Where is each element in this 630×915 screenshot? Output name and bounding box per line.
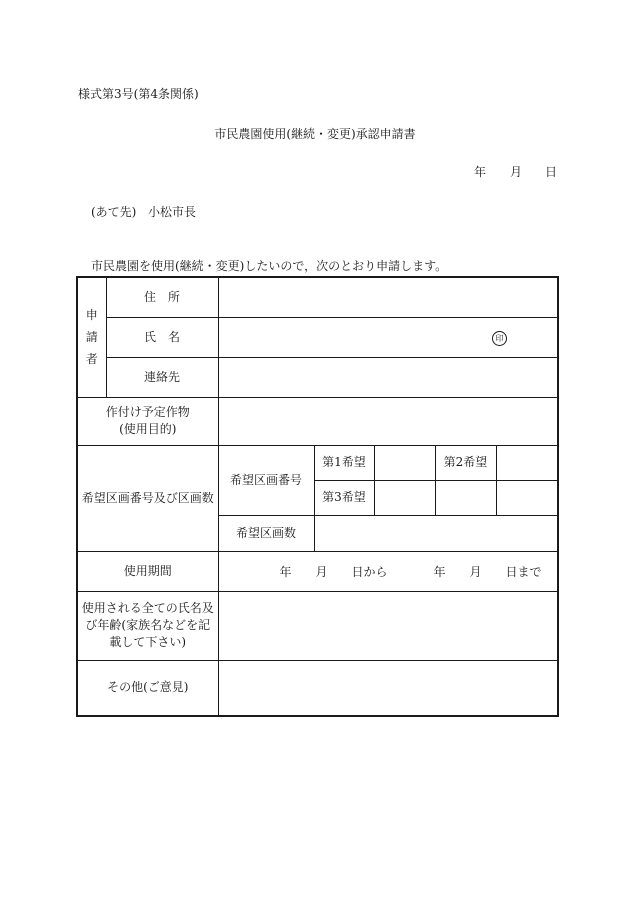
contact-field[interactable] [218, 357, 558, 397]
choice3-field[interactable] [374, 480, 435, 515]
period-from-day: 日から [351, 564, 388, 579]
members-label-line1: 使用される全ての氏名及 [81, 601, 214, 615]
choice4-field-a[interactable] [435, 480, 496, 515]
plot-group-label: 希望区画番号及び区画数 [77, 445, 218, 551]
period-from-month: 月 [315, 564, 328, 579]
address-label: 住 所 [106, 277, 218, 317]
members-label-line2: び年齢(家族名などを記 [85, 618, 211, 632]
date-day-label: 日 [545, 165, 558, 179]
other-field[interactable] [218, 660, 558, 716]
period-to-year: 年 [433, 564, 446, 579]
contact-label: 連絡先 [106, 357, 218, 397]
applicant-address-row [77, 277, 558, 317]
applicant-name-row [77, 317, 558, 357]
name-label: 氏 名 [106, 317, 218, 357]
period-label: 使用期間 [77, 551, 218, 591]
addressee-label: (あて先) [91, 205, 137, 219]
members-label-line3: 載して下さい) [109, 635, 187, 649]
crop-label-line1: 作付け予定作物 [105, 405, 190, 419]
form-reference: 様式第3号(第4条関係) [78, 87, 199, 101]
intro-text: 市民農園を使用(継続・変更)したいので，次のとおり申請します。 [91, 259, 448, 273]
choice1-field[interactable] [374, 445, 435, 480]
choice4-field-b[interactable] [496, 480, 558, 515]
applicant-char-1: 申 [85, 308, 98, 323]
plot-count-label: 希望区画数 [218, 515, 314, 551]
other-label: その他(ご意見) [77, 660, 218, 716]
applicant-char-3: 者 [85, 352, 98, 367]
plot-number-label: 希望区画番号 [218, 445, 314, 515]
date-year-label: 年 [474, 165, 487, 179]
period-field[interactable] [218, 551, 558, 591]
period-row [77, 551, 558, 591]
crop-label [77, 397, 218, 445]
members-label [77, 591, 218, 660]
applicant-contact-row [77, 357, 558, 397]
period-to-day: 日まで [505, 564, 542, 579]
other-row [77, 660, 558, 716]
members-row [77, 591, 558, 660]
crop-label-line2: (使用目的) [119, 422, 177, 436]
choice1-label: 第1希望 [314, 445, 374, 480]
choice2-field[interactable] [496, 445, 558, 480]
address-field[interactable] [218, 277, 558, 317]
members-field[interactable] [218, 591, 558, 660]
plot-count-field[interactable] [314, 515, 558, 551]
crop-row [77, 397, 558, 445]
period-from-year: 年 [279, 564, 292, 579]
choice2-label: 第2希望 [435, 445, 496, 480]
seal-icon: 印 [492, 331, 507, 346]
crop-field[interactable] [218, 397, 558, 445]
applicant-group-label [77, 277, 106, 397]
plot-choice-row-1 [77, 445, 558, 480]
period-to-month: 月 [469, 564, 482, 579]
applicant-char-2: 請 [85, 330, 98, 345]
document-title: 市民農園使用(継続・変更)承認申請書 [214, 127, 416, 141]
choice3-label: 第3希望 [314, 480, 374, 515]
date-month-label: 月 [510, 165, 523, 179]
name-field[interactable] [218, 317, 558, 357]
addressee-name: 小松市長 [148, 205, 197, 219]
application-form-table [76, 276, 559, 717]
